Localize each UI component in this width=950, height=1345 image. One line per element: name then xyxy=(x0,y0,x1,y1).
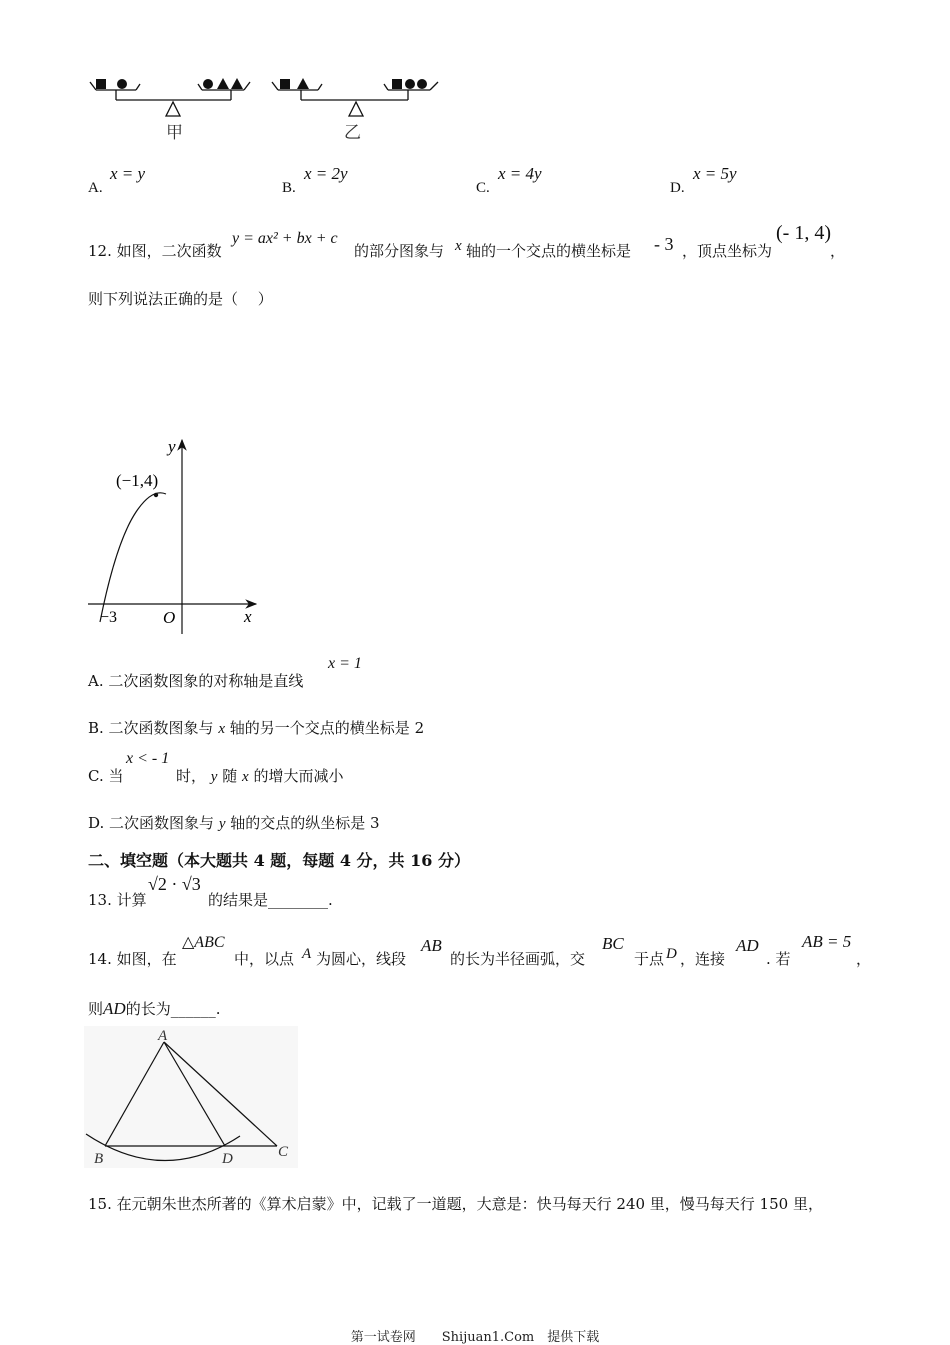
q12-parabola-graph xyxy=(86,432,266,644)
axis-label-y: y xyxy=(168,437,176,456)
triangle-shape xyxy=(297,78,309,89)
balance-right-label: 乙 xyxy=(344,123,361,142)
q12-option-a-math: x = 1 xyxy=(328,655,362,672)
q12-mid: 的部分图象与 xyxy=(354,242,445,260)
q14-given: AB = 5 xyxy=(802,932,852,951)
q13-suffix: 的结果是________. xyxy=(208,891,333,909)
vertex-point xyxy=(154,493,158,497)
q11-option-b-expr: x = 2y xyxy=(304,164,348,183)
q12-vertex: (- 1, 4) xyxy=(776,222,831,244)
q13-math: √2 · √3 xyxy=(148,874,201,894)
q12-x-var: x xyxy=(455,238,462,254)
balance-figures xyxy=(86,70,446,150)
q12-function: y = ax² + bx + c xyxy=(232,230,338,247)
footer-watermark: 第一试卷网 Shijuan1.Com 提供下载 xyxy=(350,1330,600,1345)
balance-left-label: 甲 xyxy=(166,123,183,142)
label-point-d: D xyxy=(222,1151,233,1167)
square-shape xyxy=(280,79,290,89)
origin-label: O xyxy=(163,608,176,627)
root-label: −3 xyxy=(100,609,118,626)
q14-triangle-figure xyxy=(84,1026,298,1168)
q13-prefix: 13. 计算 xyxy=(88,891,147,909)
q11-option-a: A. xyxy=(88,180,103,196)
circle-shape xyxy=(117,79,127,89)
triangle-shape xyxy=(217,78,229,89)
q14-triangle: △ABC xyxy=(182,934,225,951)
q12-option-b: B. 二次函数图象与 x 轴的另一个交点的横坐标是 2 xyxy=(88,719,425,737)
q14-segment-ad: AD xyxy=(736,936,759,955)
q11-option-d: D. xyxy=(670,180,685,196)
q14-stem-line1: 14. 如图，在 △ABC 中，以点 A 为圆心，线段 AB 的长为半径画弧，交 BC 于点 D ，连接 AD . 若 AB = 5 ， xyxy=(88,932,872,968)
q14-segment-bc: BC xyxy=(602,934,624,953)
q12-option-c-rest: 时， y 随 x 的增大而减小 xyxy=(176,767,344,785)
label-point-b: B xyxy=(94,1151,104,1167)
q12-mid3: ，顶点坐标为 xyxy=(682,242,773,260)
section-heading: 二、填空题（本大题共 4 题，每题 4 分，共 16 分） xyxy=(88,851,470,870)
circle-shape xyxy=(405,79,415,89)
q14-stem-line2: 则AD的长为______. xyxy=(88,999,221,1018)
q14-segment-ab: AB xyxy=(421,936,442,955)
q11-option-d-expr: x = 5y xyxy=(693,164,737,183)
square-shape xyxy=(392,79,402,89)
q12-comma: ， xyxy=(830,242,846,260)
triangle-shape xyxy=(231,78,243,89)
q12-neg3: - 3 xyxy=(654,234,674,254)
label-point-c: C xyxy=(278,1144,289,1160)
q12-option-c: C. 当 xyxy=(88,767,124,785)
q12-stem-line2: 则下列说法正确的是（ ） xyxy=(88,290,273,308)
q12-option-d: D. 二次函数图象与 y 轴的交点的纵坐标是 3 xyxy=(88,814,380,832)
q11-option-c: C. xyxy=(476,180,490,196)
square-shape xyxy=(96,79,106,89)
label-point-a: A xyxy=(158,1028,168,1044)
q12-mid2: 轴的一个交点的横坐标是 xyxy=(466,242,632,260)
circle-shape xyxy=(417,79,427,89)
q12-stem-line1 xyxy=(88,222,878,264)
parabola-curve xyxy=(100,493,166,622)
q12-option-a: A. 二次函数图象的对称轴是直线 xyxy=(88,672,304,690)
q15-stem: 15. 在元朝朱世杰所著的《算术启蒙》中，记载了一道题，大意是：快马每天行 240 里，慢马每天行 150 里， xyxy=(88,1195,823,1213)
q11-option-b: B. xyxy=(282,180,296,196)
circle-shape xyxy=(203,79,213,89)
q12-option-c-math: x < - 1 xyxy=(126,750,170,767)
q12-prefix: 12. 如图，二次函数 xyxy=(88,242,222,260)
vertex-label: (−1,4) xyxy=(116,471,159,490)
q11-option-c-expr: x = 4y xyxy=(498,164,542,183)
axis-label-x: x xyxy=(244,607,252,626)
q11-option-a-expr: x = y xyxy=(110,164,146,183)
